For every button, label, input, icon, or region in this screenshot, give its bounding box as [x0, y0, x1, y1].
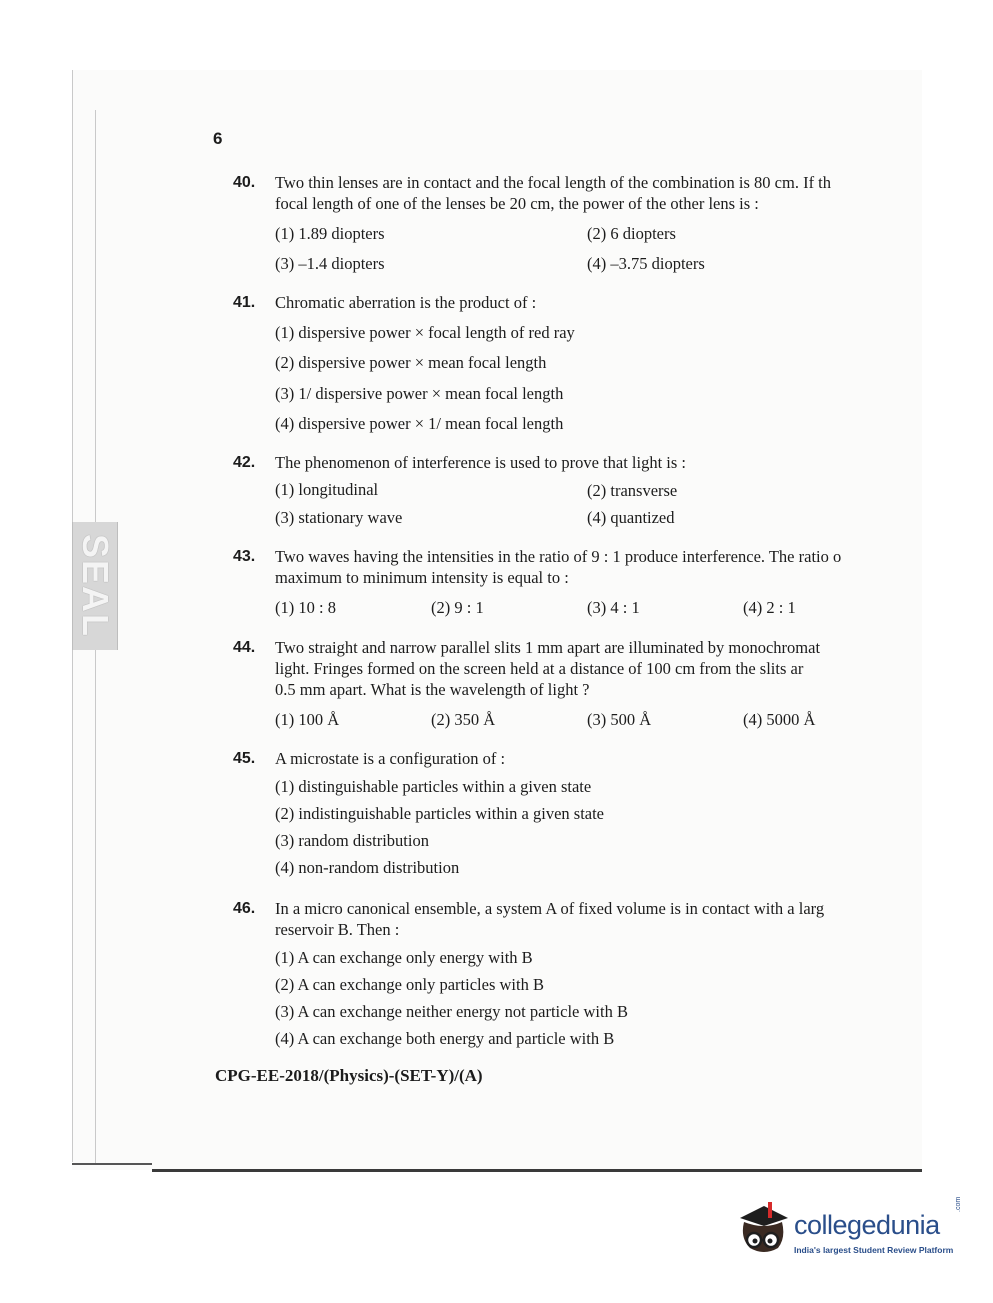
- option-1: (1) dispersive power × focal length of red ray: [275, 323, 575, 342]
- option-1: (1) 100 Å: [275, 710, 340, 729]
- question-number: 45.: [233, 750, 256, 767]
- page-edge-bottom-left: [72, 1163, 152, 1165]
- question-number: 43.: [233, 548, 256, 565]
- option-3: (3) 500 Å: [587, 710, 652, 729]
- page-number: 6: [213, 129, 223, 148]
- question-text: The phenomenon of interference is used to prove that light is :: [275, 453, 687, 472]
- seal-label: SEAL: [75, 533, 116, 639]
- logo-tagline: India's largest Student Review Platform: [794, 1245, 954, 1255]
- logo-wordmark: collegedunia: [794, 1210, 940, 1240]
- question-text: A microstate is a configuration of :: [275, 749, 506, 768]
- question-text: In a micro canonical ensemble, a system A of fixed volume is in contact with a larg reservoir B. Then :: [275, 899, 825, 939]
- logo-domain-suffix: .com: [955, 1196, 962, 1212]
- question-number: 46.: [233, 900, 256, 917]
- option-1: (1) longitudinal: [275, 480, 379, 499]
- option-2: (2) 6 diopters: [587, 224, 676, 243]
- question-42: [233, 452, 923, 532]
- option-4: (4) A can exchange both energy and particle with B: [275, 1029, 615, 1048]
- option-3: (3) 4 : 1: [587, 598, 640, 617]
- option-2: (2) 9 : 1: [431, 598, 484, 617]
- question-44: [233, 637, 923, 737]
- question-number: 42.: [233, 454, 256, 471]
- option-3: (3) 1/ dispersive power × mean focal length: [275, 384, 564, 403]
- option-1: (1) 10 : 8: [275, 598, 336, 617]
- paper-code: CPG-EE-2018/(Physics)-(SET-Y)/(A): [215, 1066, 483, 1085]
- option-2: (2) A can exchange only particles with B: [275, 975, 544, 994]
- option-3: (3) random distribution: [275, 831, 429, 850]
- option-3: (3) –1.4 diopters: [275, 254, 385, 273]
- question-text: Two straight and narrow parallel slits 1 mm apart are illuminated by monochromat light. Fringes formed on the screen held at a distance of 100 cm from the slits ar 0.5 mm apart. What is the wavelength of light ?: [275, 638, 821, 699]
- question-number: 41.: [233, 294, 256, 311]
- option-4: (4) dispersive power × 1/ mean focal length: [275, 414, 564, 433]
- question-text: Two thin lenses are in contact and the focal length of the combination is 80 cm. If th focal length of one of the lenses be 20 cm, the power of the other lens is :: [275, 173, 832, 213]
- question-40: [233, 172, 923, 277]
- option-4: (4) quantized: [587, 508, 675, 527]
- option-4: (4) non-random distribution: [275, 858, 460, 877]
- option-1: (1) distinguishable particles within a given state: [275, 777, 592, 796]
- option-4: (4) 2 : 1: [743, 598, 796, 617]
- option-4: (4) –3.75 diopters: [587, 254, 705, 273]
- option-2: (2) 350 Å: [431, 710, 496, 729]
- question-46: [233, 898, 923, 1053]
- question-number: 44.: [233, 639, 256, 656]
- option-3: (3) stationary wave: [275, 508, 403, 527]
- option-1: (1) A can exchange only energy with B: [275, 948, 533, 967]
- seal-stamp: [72, 522, 118, 650]
- option-4: (4) 5000 Å: [743, 710, 816, 729]
- question-text: Chromatic aberration is the product of :: [275, 293, 537, 312]
- option-3: (3) A can exchange neither energy not particle with B: [275, 1002, 628, 1021]
- page-edge-bottom: [152, 1169, 922, 1172]
- question-text: Two waves having the intensities in the ratio of 9 : 1 produce interference. The ratio o maximum to minimum intensity is equal to :: [275, 547, 842, 587]
- option-1: (1) 1.89 diopters: [275, 224, 385, 243]
- student-mascot-icon: [734, 1196, 792, 1258]
- question-41: [233, 292, 923, 437]
- option-2: (2) transverse: [587, 481, 678, 500]
- question-43: [233, 546, 923, 626]
- option-2: (2) dispersive power × mean focal length: [275, 353, 547, 372]
- option-2: (2) indistinguishable particles within a given state: [275, 804, 605, 823]
- question-45: [233, 748, 923, 883]
- collegedunia-logo: [734, 1196, 964, 1266]
- question-number: 40.: [233, 174, 256, 191]
